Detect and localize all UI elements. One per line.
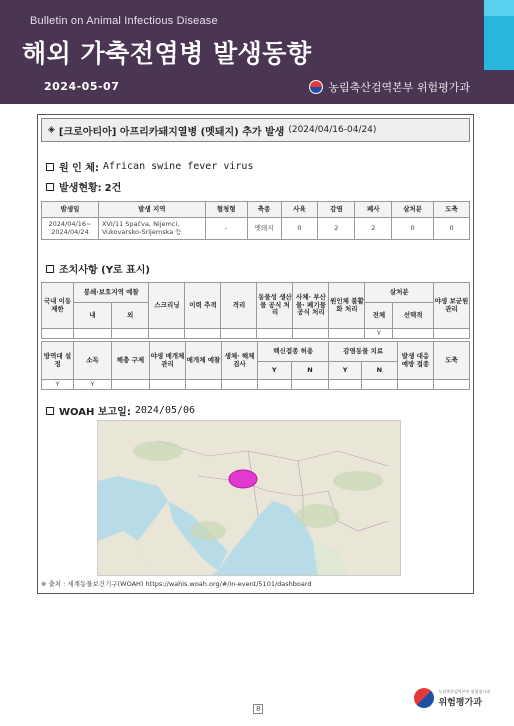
col-header: 발생일 — [42, 202, 99, 218]
square-bullet-icon — [46, 163, 54, 171]
header-official-products: 동물성 생산물 공식 처리 — [257, 283, 293, 329]
col-header: 폐사 — [355, 202, 392, 218]
measure-cell: Y — [42, 380, 74, 390]
measure-cell — [434, 329, 470, 339]
taegeuk-logo-icon — [309, 80, 323, 94]
agency-name: 농림축산검역본부 위험평가과 — [328, 81, 470, 94]
header-zone-out: 외 — [111, 303, 149, 329]
report-date: 2024-05-07 — [44, 80, 120, 93]
source-note: ※ 출처 : 세계동물보건기구(WOAH) https://wahis.woah.org/#/in-event/5101/dashboard — [41, 580, 312, 588]
header-screening: 스크리닝 — [149, 283, 185, 329]
header-trace: 이력 추적 — [185, 283, 221, 329]
header-ante: 생체· 해체 검사 — [222, 342, 258, 380]
cell-date: 2024/04/16~ 2024/04/24 — [42, 218, 99, 240]
pathogen-value: African swine fever virus — [102, 161, 254, 172]
map-svg — [98, 421, 401, 576]
header-wild-vector: 야생 매개체 관리 — [150, 342, 186, 380]
terrain-patch — [133, 441, 183, 461]
report-date-range: (2024/04/16-04/24) — [288, 125, 377, 135]
header-culling: 살처분 — [365, 283, 434, 303]
measure-cell — [329, 380, 361, 390]
header-postvac: 발생 대응 예방 접종 — [398, 342, 434, 380]
taegeuk-logo-icon — [414, 688, 434, 708]
footer-agency-small: 농림축산검역본부 위험평가과 — [438, 688, 490, 694]
header-vector-forecast: 매개체 예찰 — [186, 342, 222, 380]
status-value: 2건 — [104, 183, 122, 194]
measure-cell — [186, 380, 222, 390]
square-bullet-icon — [46, 407, 54, 415]
square-bullet-icon — [46, 265, 54, 273]
pathogen-label: 원 인 체: — [59, 163, 99, 174]
square-bullet-icon — [46, 183, 54, 191]
cell-infected: 2 — [318, 218, 355, 240]
cell-culled: 0 — [392, 218, 434, 240]
col-header: 살처분 — [392, 202, 434, 218]
cell-region: XVI/11 Spačva, Nijemci, Vukovarsko-Srijemska 등 — [98, 218, 205, 240]
measure-cell — [329, 329, 365, 339]
diamond-bullet-icon: ◈ — [48, 125, 55, 135]
measures-table-1 — [41, 282, 470, 339]
cell-species: 멧돼지 — [247, 218, 281, 240]
page-title: 해외 가축전염병 발생동향 — [22, 39, 312, 68]
measure-cell — [258, 380, 292, 390]
measures-line — [46, 261, 150, 276]
col-header: 감염 — [318, 202, 355, 218]
woah-label: WOAH 보고일: — [59, 407, 131, 418]
footer-agency-big: 위험평가과 — [438, 697, 482, 708]
measure-cell — [398, 380, 434, 390]
footer-logo — [414, 688, 490, 708]
header-zone: 봉쇄·보호지역 예찰 — [74, 283, 149, 303]
cell-slaughtered: 0 — [434, 218, 470, 240]
header-treatment-no: N — [361, 362, 397, 380]
terrain-patch — [190, 521, 226, 541]
measures-row-1 — [42, 329, 470, 339]
outbreak-marker[interactable] — [229, 470, 257, 488]
status-label: 발생현황: — [59, 183, 102, 194]
measure-cell — [293, 329, 329, 339]
outbreak-map — [97, 420, 401, 576]
measure-cell — [42, 329, 74, 339]
header-vaccine-yes: Y — [258, 362, 292, 380]
terrain-patch — [333, 471, 383, 491]
header-quarantine: 격리 — [221, 283, 257, 329]
col-header: 도축 — [434, 202, 470, 218]
measure-cell — [291, 380, 329, 390]
header-movement: 국내 이동 제한 — [42, 283, 74, 329]
agency-label — [309, 79, 470, 95]
cell-serotype: - — [205, 218, 247, 240]
header-accent-light — [484, 0, 514, 16]
measure-cell — [434, 380, 470, 390]
measure-cell: Y — [365, 329, 393, 339]
col-header: 발생 지역 — [98, 202, 205, 218]
outbreak-header-row — [42, 202, 470, 218]
header-banner — [0, 0, 514, 104]
header-shelter: 방역대 설정 — [42, 342, 74, 380]
col-header: 혈청형 — [205, 202, 247, 218]
header-vaccine: 백신접종 허용 — [258, 342, 329, 362]
measure-cell — [150, 380, 186, 390]
header-disinfect: 소독 — [74, 342, 112, 380]
report-heading — [41, 118, 470, 142]
cell-dead: 2 — [355, 218, 392, 240]
header-treatment: 감염동물 치료 — [329, 342, 398, 362]
measure-cell — [149, 329, 185, 339]
measure-cell — [222, 380, 258, 390]
col-header: 축종 — [247, 202, 281, 218]
measure-cell — [111, 329, 149, 339]
cell-raised: 0 — [281, 218, 318, 240]
outbreak-table — [41, 201, 470, 240]
header-wildlife: 야생 보균원 관리 — [434, 283, 470, 329]
woah-line — [46, 403, 195, 418]
pathogen-line — [46, 159, 253, 174]
page-number: 8 — [253, 704, 263, 714]
header-zone-in: 내 — [74, 303, 112, 329]
measure-cell — [221, 329, 257, 339]
measure-cell — [361, 380, 397, 390]
header-culling-selective: 선택적 — [393, 303, 434, 329]
header-culling-all: 전체 — [365, 303, 393, 329]
footer-logo-text — [438, 689, 490, 708]
outbreak-row — [42, 218, 470, 240]
measure-cell — [393, 329, 434, 339]
measure-cell — [257, 329, 293, 339]
measure-cell — [112, 380, 150, 390]
measures-label: 조치사항 (Y로 표시) — [59, 265, 150, 276]
header-vaccine-no: N — [291, 362, 329, 380]
measure-cell — [74, 329, 112, 339]
header-slaughter: 도축 — [434, 342, 470, 380]
report-heading-text: [크로아티아] 아프리카돼지열병 (멧돼지) 추가 발생 — [58, 126, 285, 138]
header-treatment-yes: Y — [329, 362, 361, 380]
header-pathogen-disposal: 원인체 불활화 처리 — [329, 283, 365, 329]
bulletin-label: Bulletin on Animal Infectious Disease — [30, 15, 218, 27]
woah-value: 2024/05/06 — [134, 405, 196, 416]
measures-table-2 — [41, 341, 470, 390]
header-official-carcass: 사체· 부산물· 폐기물 공식 처리 — [293, 283, 329, 329]
header-vector: 해충 구제 — [112, 342, 150, 380]
col-header: 사육 — [281, 202, 318, 218]
measure-cell — [185, 329, 221, 339]
measure-cell: Y — [74, 380, 112, 390]
measures-row-2 — [42, 380, 470, 390]
terrain-patch — [296, 504, 340, 528]
status-line — [46, 179, 121, 194]
